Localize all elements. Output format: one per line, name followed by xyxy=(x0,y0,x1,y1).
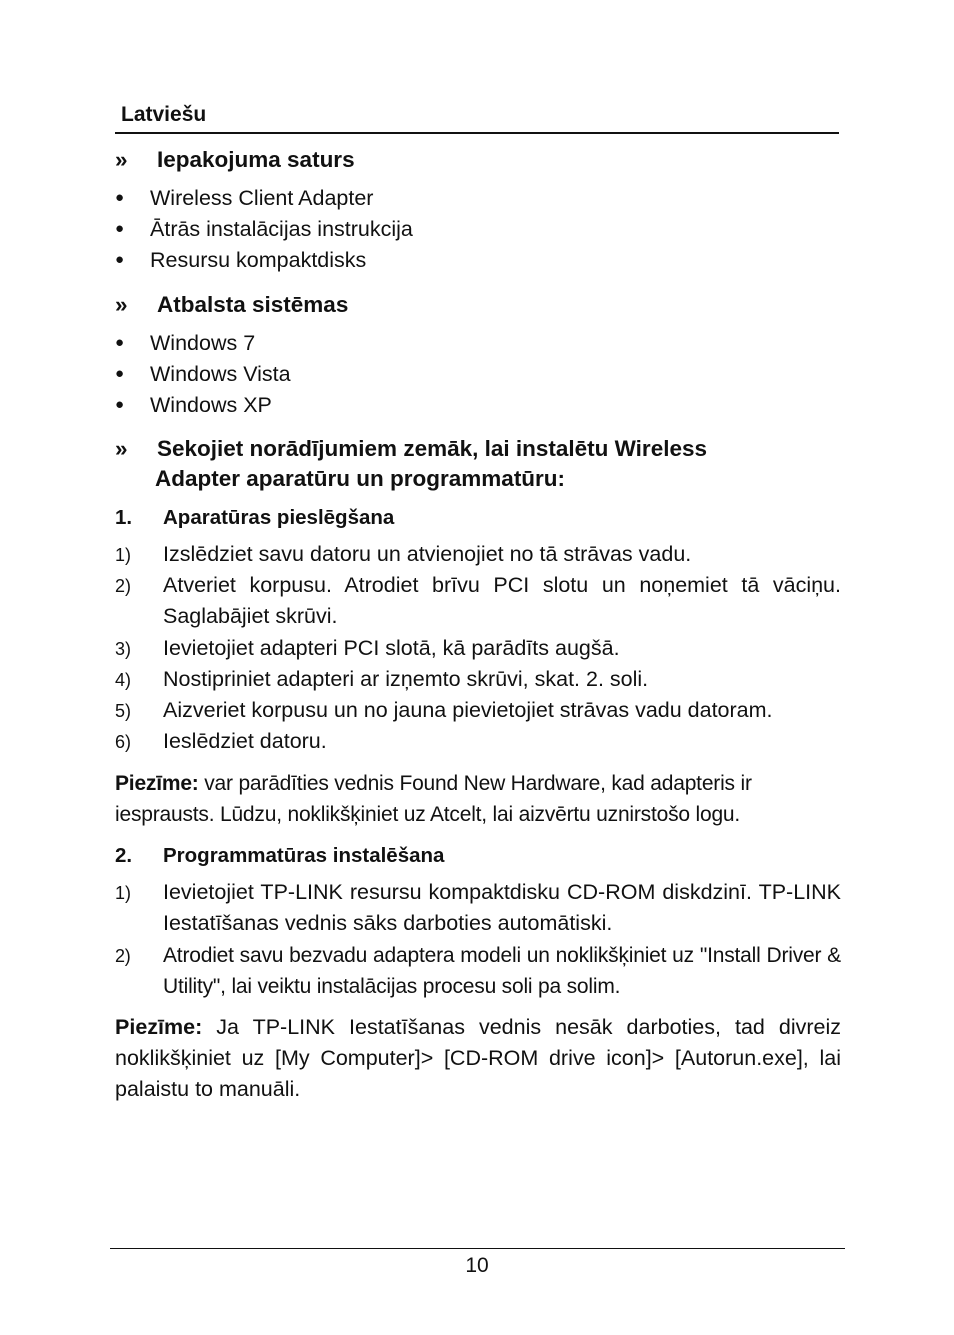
section-title-line1: Sekojiet norādījumiem zemāk, lai instalētu Wireless xyxy=(157,436,707,461)
section-title-line2: Adapter aparatūru un programmatūru: xyxy=(155,466,566,491)
step-item: 3) Ievietojiet adapteri PCI slotā, kā parādīts augšā. xyxy=(115,636,620,660)
section-title: Atbalsta sistēmas xyxy=(157,292,349,317)
subsection-title: Aparatūras pieslēgšana xyxy=(163,506,395,529)
note-label: Piezīme: xyxy=(115,1015,203,1039)
bullet-icon: ● xyxy=(115,334,125,351)
note-text: Ja TP-LINK Iestatīšanas vednis nesāk darboties, tad divreiz noklikšķiniet uz [My Computer]> [CD-ROM drive icon]> [Autorun.exe], lai palaistu to manuāli. xyxy=(115,1015,841,1101)
software-note xyxy=(115,1012,841,1105)
hardware-note xyxy=(115,768,841,830)
page-number: 10 xyxy=(465,1254,489,1277)
note-text: var parādīties vednis Found New Hardware, kad adapteris ir iesprausts. Lūdzu, noklikšķiniet uz Atcelt, lai aizvērtu uznirstošo logu. xyxy=(115,772,752,826)
header-divider xyxy=(115,132,839,134)
step-item: 1) Izslēdziet savu datoru un atvienojiet no tā strāvas vadu. xyxy=(115,542,692,566)
step-item: 2) Atrodiet savu bezvadu adaptera modeli un noklikšķiniet uz "Install Driver & Utility", lai veiktu instalācijas procesu soli pa solim. xyxy=(115,944,841,998)
section-marker: » xyxy=(115,436,128,461)
step-item: 1) Ievietojiet TP-LINK resursu kompaktdisku CD-ROM diskdzinī. TP-LINK Iestatīšanas vednis sāks darboties automātiski. xyxy=(115,880,841,935)
bullet-icon: ● xyxy=(115,365,125,382)
step-item: 6) Ieslēdziet datoru. xyxy=(115,729,327,753)
step-item: 5) Aizveriet korpusu un no jauna pievietojiet strāvas vadu datoram. xyxy=(115,698,773,722)
language-header: Latviešu xyxy=(121,103,207,126)
section-marker: » xyxy=(115,292,128,317)
bullet-icon: ● xyxy=(115,189,125,206)
section-title: Iepakojuma saturs xyxy=(157,147,355,172)
step-item: 4) Nostipriniet adapteri ar izņemto skrūvi, skat. 2. soli. xyxy=(115,667,649,691)
footer-divider xyxy=(110,1248,845,1249)
subsection-title: Programmatūras instalēšana xyxy=(163,844,445,867)
step-item: 2) Atveriet korpusu. Atrodiet brīvu PCI slotu un noņemiet tā vāciņu. Saglabājiet skrūvi. xyxy=(115,573,841,628)
bullet-icon: ● xyxy=(115,251,125,268)
bullet-icon: ● xyxy=(115,396,125,413)
bullet-icon: ● xyxy=(115,220,125,237)
section-marker: » xyxy=(115,147,128,172)
note-label: Piezīme: xyxy=(115,772,199,795)
